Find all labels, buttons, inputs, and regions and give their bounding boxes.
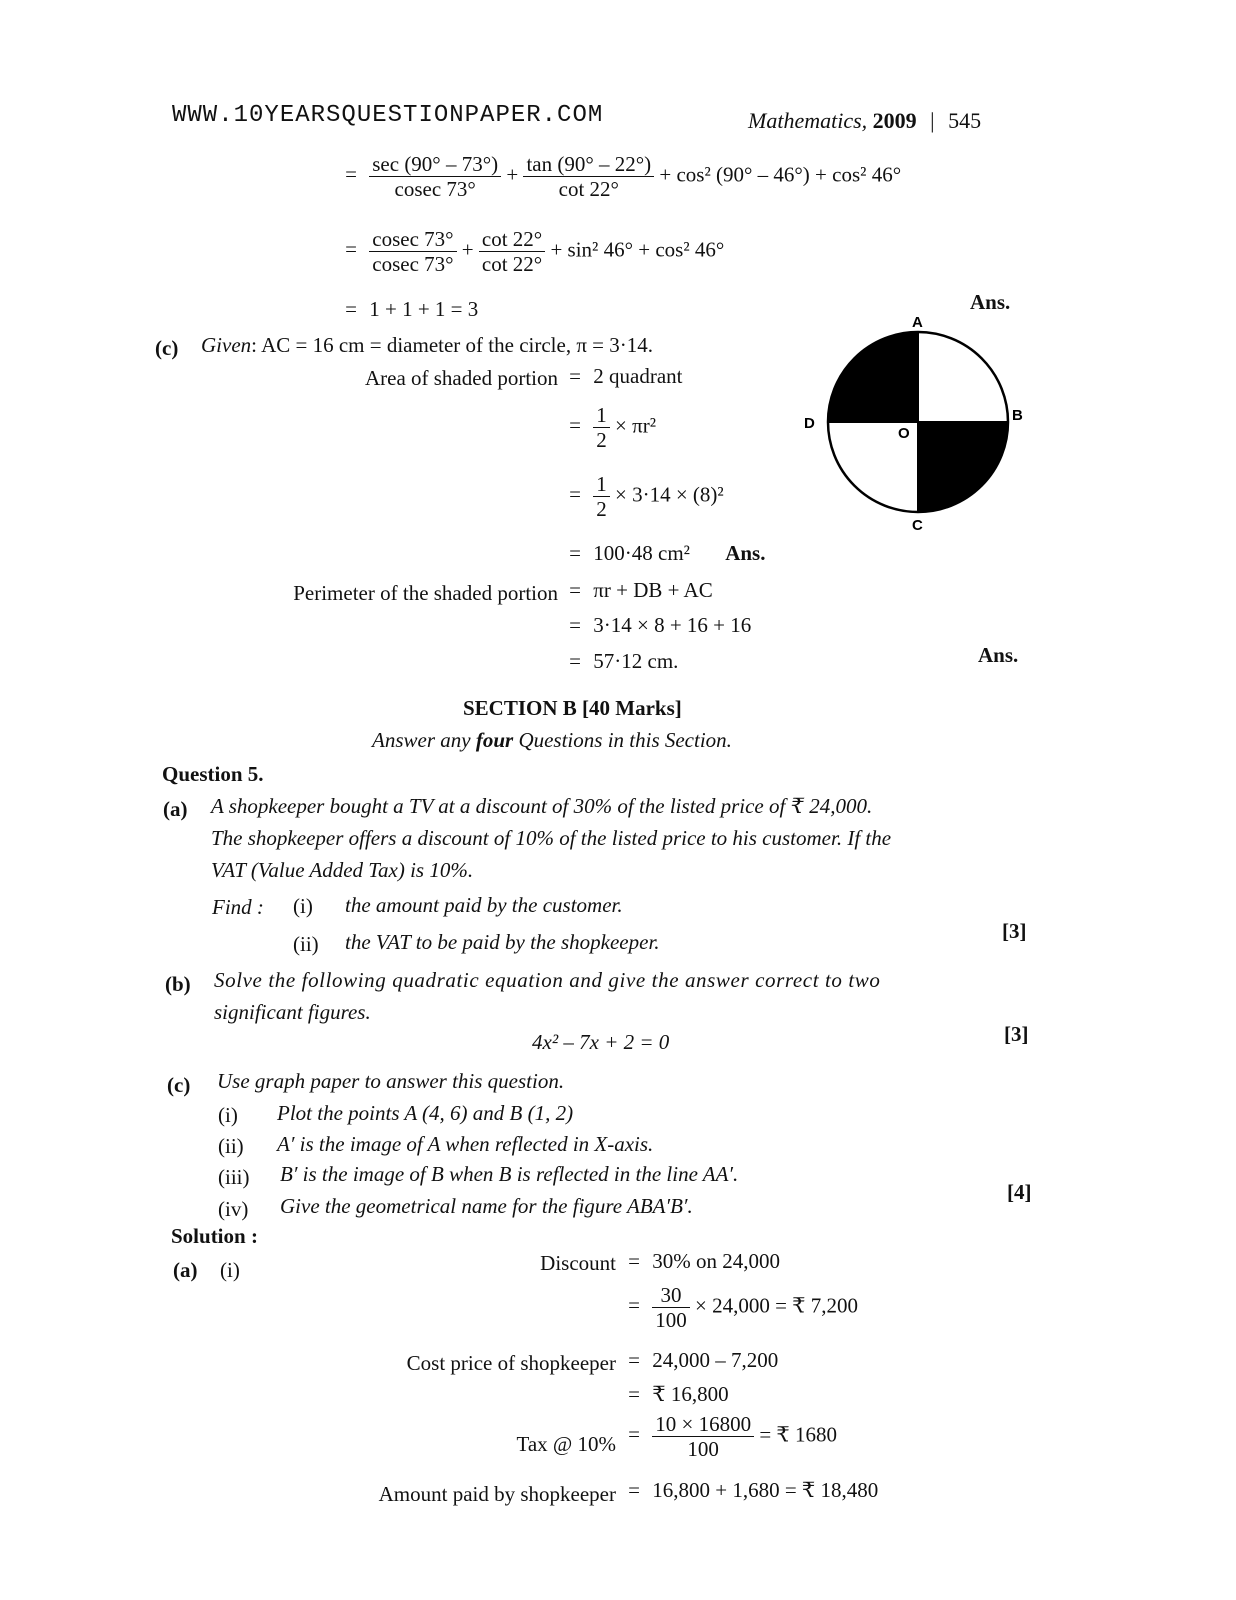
frac-num: 1 bbox=[593, 403, 610, 428]
header-site: WWW.10YEARSQUESTIONPAPER.COM bbox=[172, 102, 604, 129]
tax-fraction bbox=[652, 1412, 754, 1461]
frac-den: 100 bbox=[655, 1308, 687, 1333]
area-result-row bbox=[562, 541, 765, 566]
q5-c-item-num: (iii) bbox=[218, 1165, 250, 1189]
given-text: : AC = 16 cm = diameter of the circle, π = 3·14. bbox=[251, 333, 654, 357]
q5-a-label: (a) bbox=[163, 797, 188, 821]
label-c: C bbox=[912, 517, 923, 534]
frac-num: cosec 73° bbox=[369, 227, 456, 252]
q5-a-marks: [3] bbox=[1002, 919, 1027, 943]
cost-price-row-2 bbox=[621, 1382, 729, 1407]
header-page-number: 545 bbox=[948, 108, 982, 133]
frac-den: 100 bbox=[687, 1437, 719, 1462]
q5-c-item-num: (iv) bbox=[218, 1197, 249, 1221]
section-b-instruction bbox=[372, 728, 732, 753]
area-step-2 bbox=[562, 403, 656, 452]
question-5-title: Question 5. bbox=[162, 762, 264, 786]
label-d: D bbox=[804, 415, 815, 432]
find-i-num: (i) bbox=[293, 894, 313, 918]
discount-fraction bbox=[652, 1283, 690, 1332]
perimeter-step-1 bbox=[562, 578, 713, 603]
half-fraction bbox=[593, 472, 610, 521]
area-eq: = bbox=[569, 482, 581, 507]
perim-result: 57·12 cm. bbox=[593, 649, 679, 673]
label-a: A bbox=[912, 314, 923, 331]
frac-num: 1 bbox=[593, 472, 610, 497]
cost-price-row-1 bbox=[621, 1348, 778, 1373]
tax-eq: = bbox=[628, 1422, 640, 1447]
discount-eq: = bbox=[628, 1293, 640, 1318]
instruction-post: Questions in this Section. bbox=[518, 728, 732, 752]
label-o: O bbox=[898, 425, 910, 442]
discount-tail: × 24,000 = ₹ 7,200 bbox=[695, 1293, 859, 1318]
q5-c-item-text: A′ is the image of A when reflected in X-axis. bbox=[277, 1132, 654, 1156]
frac-den: cot 22° bbox=[558, 177, 619, 202]
area-eq: = bbox=[569, 413, 581, 438]
area-ans: Ans. bbox=[725, 541, 766, 565]
discount-eq: = bbox=[628, 1249, 640, 1273]
q5-c-item-num: (i) bbox=[218, 1103, 238, 1127]
part-c-given bbox=[201, 333, 653, 358]
header-subject bbox=[748, 108, 981, 134]
frac-num: 10 × 16800 bbox=[652, 1412, 754, 1437]
tax-tail: = ₹ 1680 bbox=[759, 1422, 838, 1447]
area-result: 100·48 cm² bbox=[593, 541, 690, 565]
frac-den: 2 bbox=[596, 497, 607, 522]
find-label: Find : bbox=[212, 895, 264, 919]
q5-c-item-text: Plot the points A (4, 6) and B (1, 2) bbox=[277, 1101, 574, 1125]
area-step-3 bbox=[562, 472, 724, 521]
q5-c-marks: [4] bbox=[1007, 1180, 1032, 1204]
area-eq: = bbox=[569, 541, 581, 565]
perim-eq: = bbox=[569, 578, 581, 602]
perim-eq: = bbox=[569, 613, 581, 637]
paid-eq: = bbox=[628, 1478, 640, 1502]
q5-b-marks: [3] bbox=[1004, 1022, 1029, 1046]
trig-fraction bbox=[369, 227, 456, 276]
header-year: 2009 bbox=[872, 108, 917, 133]
trig-fraction bbox=[479, 227, 545, 276]
find-ii-num: (ii) bbox=[293, 932, 319, 956]
frac-num: cot 22° bbox=[479, 227, 545, 252]
area-step2-tail: × πr² bbox=[615, 413, 656, 438]
q5-b-equation: 4x² – 7x + 2 = 0 bbox=[532, 1030, 670, 1054]
trig-eq-2: = bbox=[345, 237, 357, 262]
label-b: B bbox=[1012, 407, 1023, 424]
circle-figure bbox=[790, 305, 1030, 540]
amount-paid-label: Amount paid by shopkeeper bbox=[378, 1482, 616, 1506]
cp-eq: = bbox=[628, 1348, 640, 1372]
section-b-title: SECTION B [40 Marks] bbox=[463, 696, 682, 720]
frac-den: cosec 73° bbox=[372, 252, 454, 277]
q5-c-item-text: Give the geometrical name for the figure ABA′B′. bbox=[280, 1194, 693, 1218]
area-step-1 bbox=[562, 364, 682, 389]
q5-a-line-1: A shopkeeper bought a TV at a discount of 30% of the listed price of ₹ 24,000. bbox=[211, 794, 873, 818]
find-ii-text: the VAT to be paid by the shopkeeper. bbox=[345, 930, 660, 954]
cp-step2: ₹ 16,800 bbox=[652, 1382, 729, 1406]
trig-result: 1 + 1 + 1 = 3 bbox=[369, 297, 479, 321]
area-eq: = bbox=[569, 364, 581, 388]
q5-b-line-1: Solve the following quadratic equation and give the answer correct to two bbox=[214, 968, 881, 992]
instruction-pre: Answer any bbox=[372, 728, 471, 752]
q5-c-text: Use graph paper to answer this question. bbox=[217, 1069, 565, 1093]
trig-tail-2: + sin² 46° + cos² 46° bbox=[550, 237, 725, 262]
find-i-text: the amount paid by the customer. bbox=[345, 893, 623, 917]
trig-line-3 bbox=[338, 297, 478, 322]
perimeter-step-2 bbox=[562, 613, 751, 638]
frac-num: sec (90° – 73°) bbox=[369, 152, 501, 177]
discount-label: Discount bbox=[540, 1251, 616, 1275]
trig-line-1 bbox=[338, 152, 901, 201]
q5-a-line-2: The shopkeeper offers a discount of 10% of the listed price to his customer. If the bbox=[211, 826, 892, 850]
discount-row bbox=[621, 1249, 780, 1274]
discount-calc-row bbox=[621, 1283, 858, 1332]
part-c-label: (c) bbox=[155, 336, 179, 360]
perimeter-step-3 bbox=[562, 649, 678, 674]
tax-row bbox=[621, 1412, 837, 1461]
q5-a-line-3: VAT (Value Added Tax) is 10%. bbox=[211, 858, 474, 882]
frac-num: tan (90° – 22°) bbox=[523, 152, 654, 177]
q5-b-label: (b) bbox=[165, 972, 191, 996]
cp-eq: = bbox=[628, 1382, 640, 1406]
perim-step1-value: πr + DB + AC bbox=[593, 578, 713, 602]
trig-fraction bbox=[523, 152, 654, 201]
perim-eq: = bbox=[569, 649, 581, 673]
plus-sign: + bbox=[461, 237, 474, 262]
plus-sign: + bbox=[506, 162, 519, 187]
q5-c-label: (c) bbox=[167, 1073, 191, 1097]
trig-tail-1: + cos² (90° – 46°) + cos² 46° bbox=[659, 162, 902, 187]
area-step3-tail: × 3·14 × (8)² bbox=[615, 482, 724, 507]
frac-den: cot 22° bbox=[481, 252, 543, 277]
trig-fraction bbox=[369, 152, 501, 201]
tax-label: Tax @ 10% bbox=[516, 1432, 616, 1456]
given-word: Given bbox=[201, 333, 252, 357]
frac-num: 30 bbox=[652, 1283, 690, 1308]
cost-price-label: Cost price of shopkeeper bbox=[406, 1351, 616, 1375]
trig-eq-3: = bbox=[345, 297, 357, 321]
paid-value: 16,800 + 1,680 = ₹ 18,480 bbox=[652, 1478, 879, 1502]
perim-ans: Ans. bbox=[978, 643, 1019, 667]
half-fraction bbox=[593, 403, 610, 452]
solution-a-label: (a) bbox=[173, 1258, 198, 1282]
solution-title: Solution : bbox=[171, 1224, 258, 1248]
perim-step2-value: 3·14 × 8 + 16 + 16 bbox=[593, 613, 752, 637]
trig-ans: Ans. bbox=[970, 290, 1011, 314]
cp-step1: 24,000 – 7,200 bbox=[652, 1348, 779, 1372]
instruction-bold: four bbox=[475, 728, 514, 752]
q5-c-item-num: (ii) bbox=[218, 1134, 244, 1158]
frac-den: cosec 73° bbox=[394, 177, 476, 202]
solution-i-label: (i) bbox=[220, 1258, 240, 1282]
trig-eq-1: = bbox=[345, 162, 357, 187]
discount-value: 30% on 24,000 bbox=[652, 1249, 780, 1273]
amount-paid-row bbox=[621, 1478, 878, 1503]
q5-c-item-text: B′ is the image of B when B is reflected in the line AA′. bbox=[280, 1162, 739, 1186]
frac-den: 2 bbox=[596, 428, 607, 453]
header-subject-text: Mathematics, bbox=[748, 108, 868, 133]
trig-line-2 bbox=[338, 227, 724, 276]
area-step1-value: 2 quadrant bbox=[593, 364, 683, 388]
q5-b-line-2: significant figures. bbox=[214, 1000, 371, 1024]
area-label: Area of shaded portion bbox=[364, 366, 558, 390]
perimeter-label: Perimeter of the shaded portion bbox=[293, 581, 558, 605]
header-divider: | bbox=[930, 108, 935, 133]
